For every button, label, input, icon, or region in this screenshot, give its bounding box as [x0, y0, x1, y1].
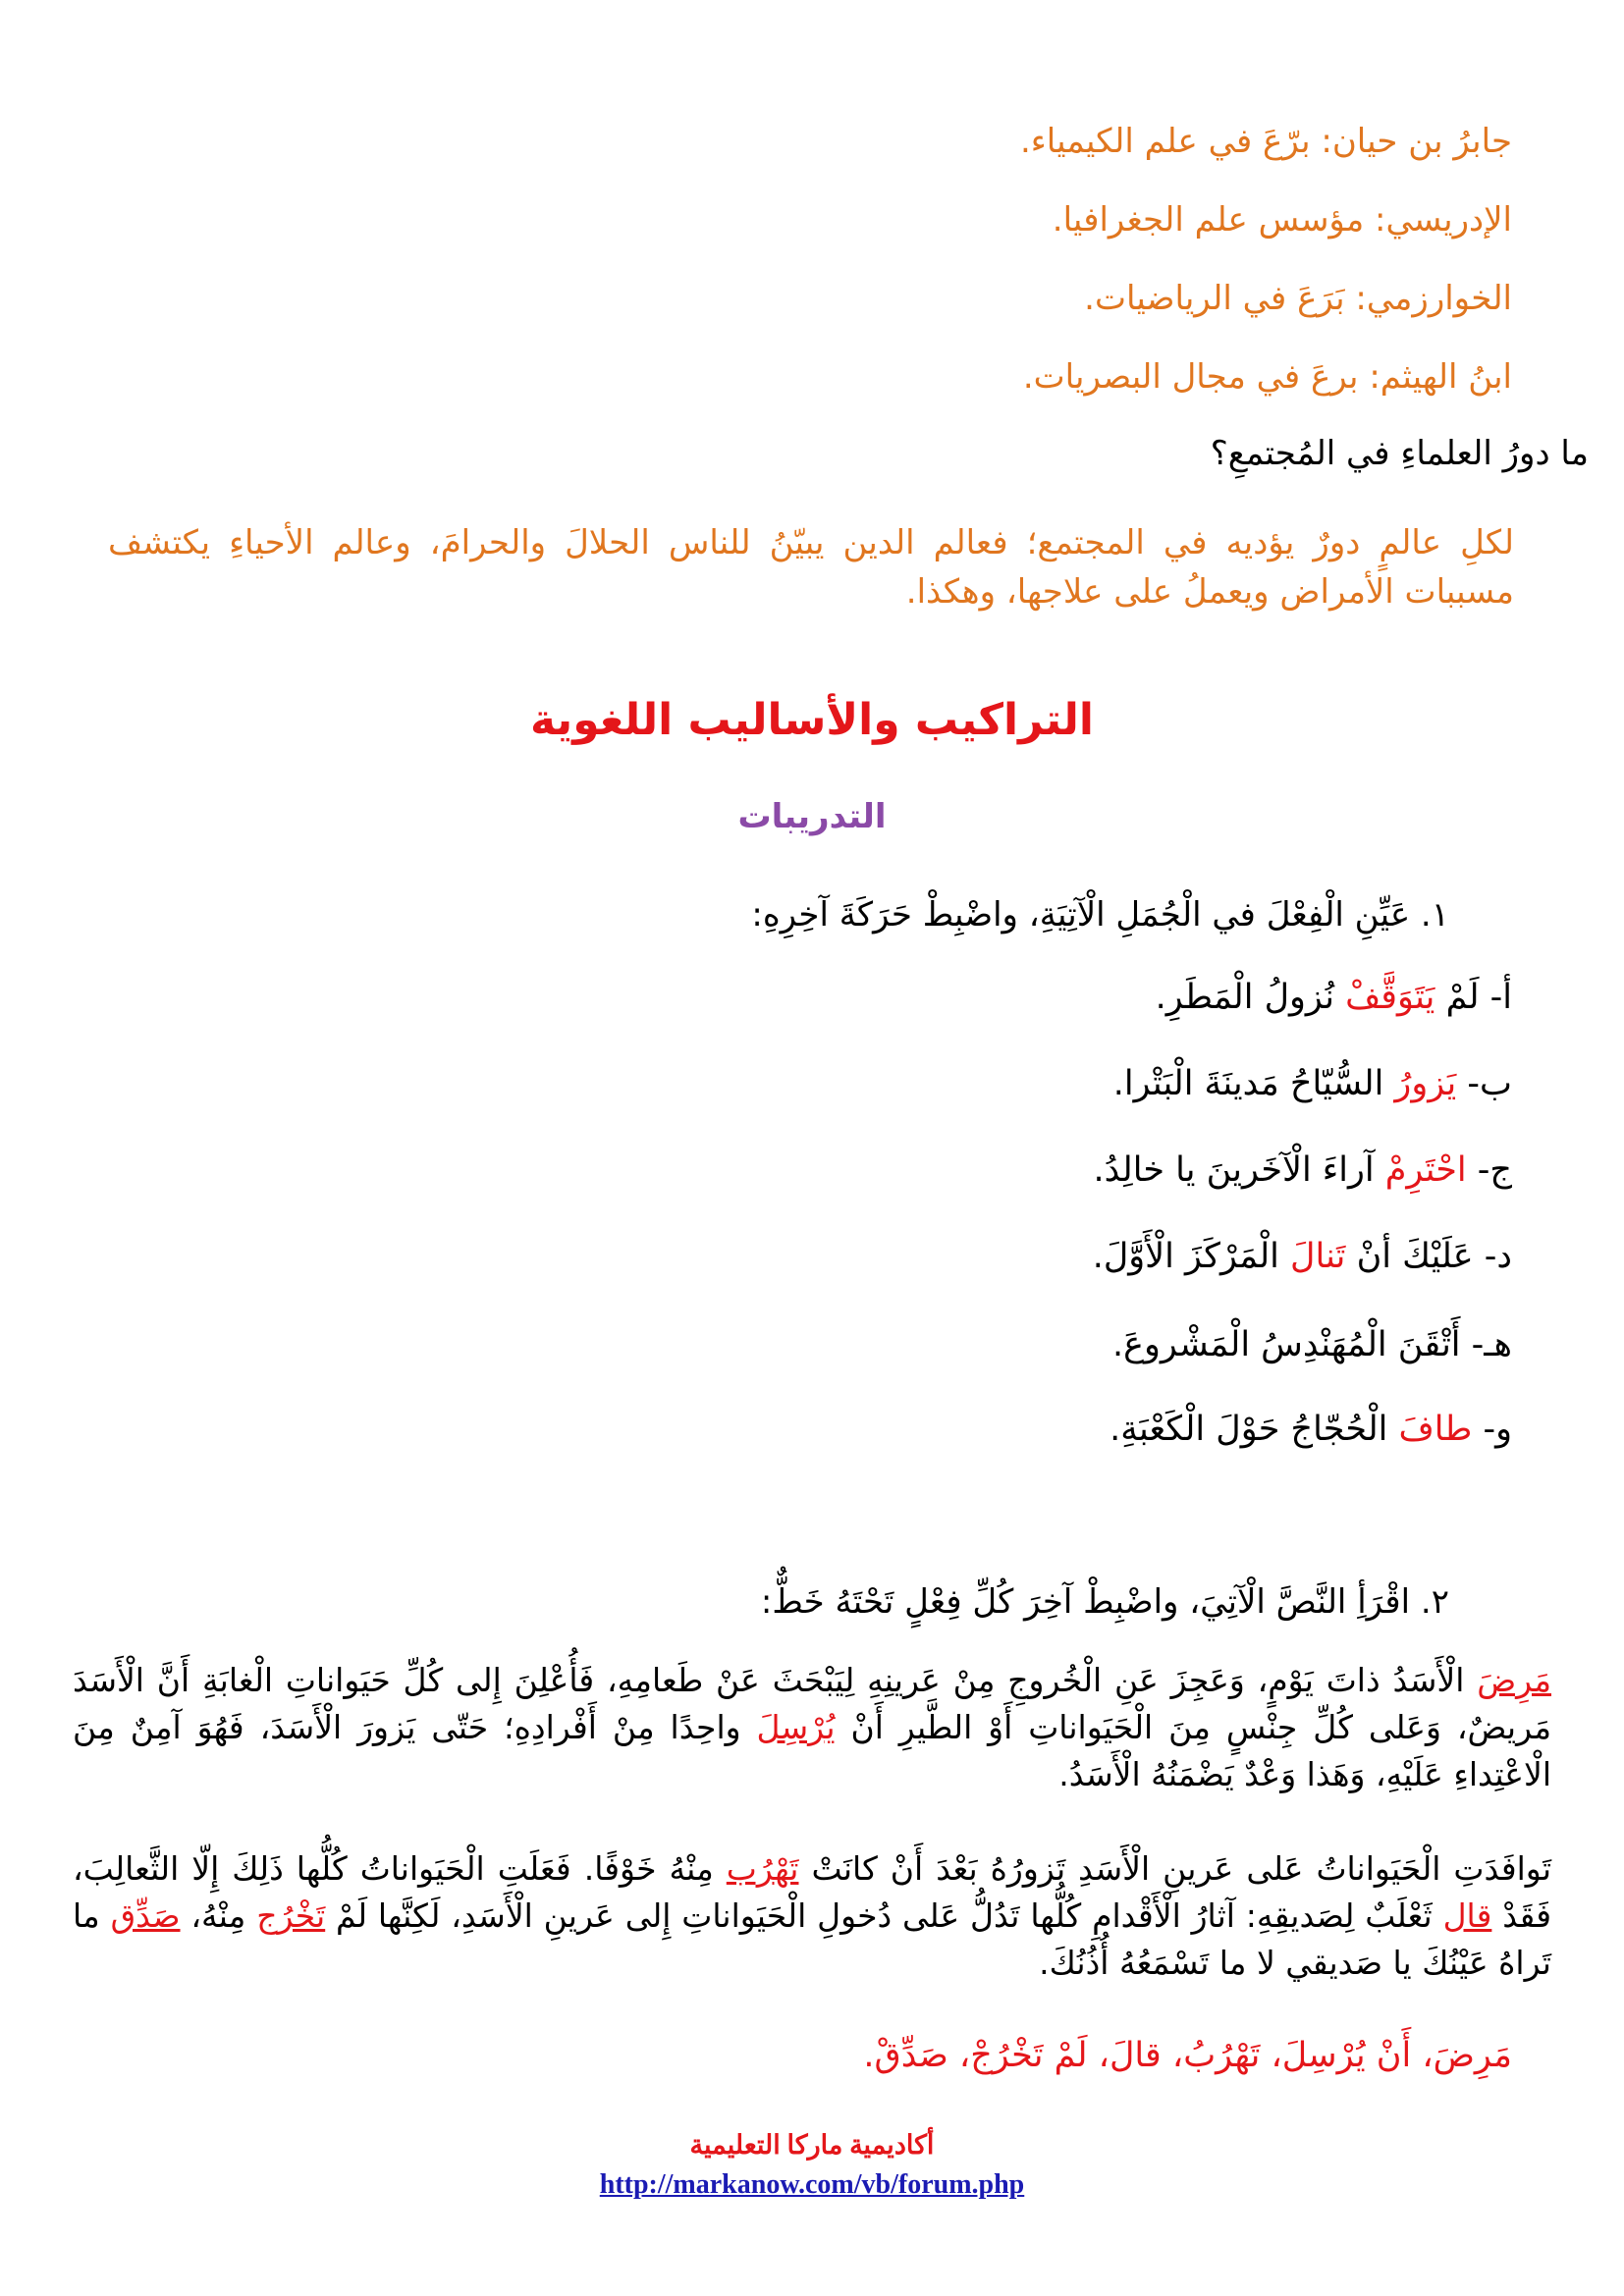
question: ما دورُ العلماءِ في المُجتمعِ؟: [1210, 434, 1589, 473]
verb: طافَ: [1398, 1410, 1473, 1449]
exercise-number: ٢.: [1420, 1582, 1449, 1622]
sentence-b: ب- يَزورُ السُّيّاحُ مَدينَةَ الْبَتْرا.: [1112, 1064, 1512, 1103]
instruction-text: عَيِّنِ الْفِعْلَ في الْجُمَلِ الْآتِيَةِ، واضْبِطْ حَرَكَةَ آخِرِهِ:: [751, 895, 1411, 934]
answer-line: مَرِضَ، أَنْ يُرْسِلَ، تَهْرُبُ، قالَ، لَمْ تَخْرُجْ، صَدِّقْ.: [863, 2036, 1512, 2075]
scientist-line: الإدريسي: مؤسس علم الجغرافيا.: [1052, 200, 1512, 240]
underlined-verb: مَرِضَ: [1477, 1661, 1551, 1699]
section-title: التراكيب والأساليب اللغوية: [529, 695, 1095, 745]
footer-academy: أكاديمية ماركا التعليمية: [689, 2130, 935, 2160]
passage-paragraph-2: تَوافَدَتِ الْحَيَواناتُ عَلى عَرينِ الْأَسَدِ تَزورُهُ بَعْدَ أَنْ كانَتْ تَهْرُب مِنْهُ خَوْفًا. فَعَلَتِ الْحَيَواناتُ كُلُّها ذَلِكَ إِلّا الثَّعالِبَ، فَقَدْ قال ثَعْلَبٌ لِصَديقِهِ: آثارُ الْأَقْدامِ كُلُّها تَدُلُّ عَلى دُخولِ الْحَيَواناتِ إِلى عَرينِ الْأَسَدِ، لَكِنَّها لَمْ تَخْرُج مِنْهُ، صَدِّق ما تَراهُ عَيْنُكَ يا صَديقي لا ما تَسْمَعُهُ أُذُنُكَ.: [73, 1849, 1552, 1982]
answer-paragraph: لكلِ عالمٍ دورٌ يؤديه في المجتمع؛ فعالم الدين يبيّنُ للناس الحلالَ والحرامَ، وعالم الأحياءِ يكتشف مسببات الأمراض ويعملُ على علاجها، وهكذا.: [108, 523, 1514, 612]
exercise-2-instruction: [761, 1582, 1449, 1622]
passage-paragraph-1: مَرِضَ الْأَسَدُ ذاتَ يَوْمٍ، وَعَجِزَ عَنِ الْخُروجِ مِنْ عَرينِهِ لِيَبْحَثَ عَنْ طَعامِهِ، فَأُعْلِنَ إِلى كُلِّ حَيَواناتِ الْغابَةِ أَنَّ الْأَسَدَ مَريضٌ، وَعَلى كُلِّ جِنْسٍ مِنَ الْحَيَواناتِ أَوْ الطَّيرِ أَنْ يُرْسِلَ واحِدًا مِنْ أَفْرادِهِ؛ حَتّى يَزورَ الْأَسَدَ، فَهُوَ آمِنٌ مِنَ الْاعْتِداءِ عَلَيْهِ، وَهَذا وَعْدٌ يَضْمَنُهُ الْأَسَدُ.: [73, 1661, 1551, 1793]
sentence-c: ج- احْتَرِمْ آراءَ الْآخَرينَ يا خالِدُ.: [1093, 1150, 1512, 1190]
sentence-e: هـ- أَتْقَنَ الْمُهَنْدِسُ الْمَشْروعَ.: [1111, 1325, 1512, 1364]
exercise-1-instruction: [751, 895, 1449, 934]
scientist-line: ابنُ الهيثم: برعَ في مجال البصريات.: [1022, 357, 1512, 397]
underlined-verb: تَخْرُج: [256, 1896, 326, 1935]
sentence-f: و- طافَ الْحُجّاجُ حَوْلَ الْكَعْبَةِ.: [1110, 1410, 1512, 1449]
underlined-verb: قال: [1442, 1896, 1492, 1935]
verb: احْتَرِمْ: [1384, 1150, 1467, 1190]
underlined-verb: يُرْسِلَ: [756, 1708, 836, 1746]
subsection-title: التدريبات: [737, 797, 887, 836]
sentence-d: د- عَلَيْكَ أنْ تَنالَ الْمَرْكَزَ الْأَوَّلَ.: [1092, 1237, 1512, 1276]
verb: يَتَوَقَّفْ: [1345, 978, 1435, 1017]
exercise-number: ١.: [1420, 895, 1449, 934]
scientist-line: الخوارزمي: بَرَعَ في الرياضيات.: [1084, 279, 1512, 318]
verb: تَنالَ: [1290, 1237, 1346, 1276]
underlined-verb: تَهْرُب: [726, 1849, 799, 1888]
verb: يَزورُ: [1394, 1064, 1457, 1103]
sentence-a: أ- لَمْ يَتَوَقَّفْ نُزولُ الْمَطَرِ.: [1155, 978, 1512, 1017]
instruction-text: اقْرَأِ النَّصَّ الْآتِيَ، واضْبِطْ آخِرَ كُلِّ فِعْلٍ تَحْتَهُ خَطٌّ:: [760, 1582, 1411, 1622]
scientist-line: جابرُ بن حيان: برّعَ في علم الكيمياء.: [1019, 122, 1512, 161]
underlined-verb: صَدِّق: [110, 1896, 181, 1935]
footer-link[interactable]: http://markanow.com/vb/forum.php: [599, 2169, 1025, 2200]
